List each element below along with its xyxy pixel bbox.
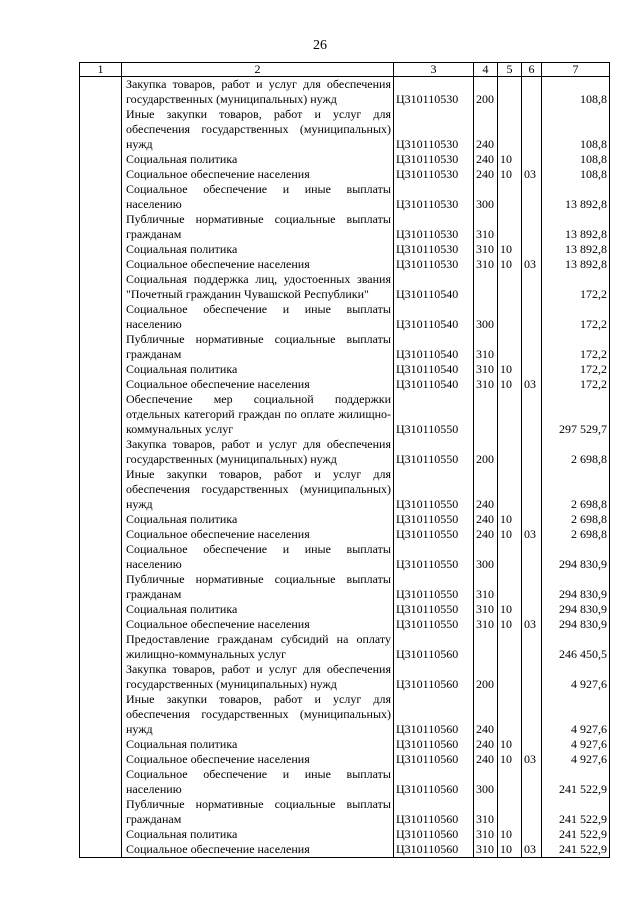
cell-code: Ц310110550 [394, 602, 474, 617]
cell-vr: 310 [474, 797, 498, 827]
cell-name: Социальная политика [122, 362, 394, 377]
table-row [80, 392, 610, 437]
cell-sum: 172,2 [542, 302, 610, 332]
cell-code: Ц310110530 [394, 242, 474, 257]
cell-rz: 10 [498, 827, 522, 842]
cell-vr: 310 [474, 602, 498, 617]
cell-vr: 240 [474, 467, 498, 512]
cell-sum: 13 892,8 [542, 182, 610, 212]
cell-pr [522, 152, 542, 167]
cell-name: Социальное обеспечение и иные выплаты населению [122, 302, 394, 332]
cell-vr: 310 [474, 257, 498, 272]
cell-sum: 4 927,6 [542, 737, 610, 752]
cell-rz: 10 [498, 257, 522, 272]
cell-rz: 10 [498, 752, 522, 767]
cell-name: Публичные нормативные социальные выплаты гражданам [122, 797, 394, 827]
cell-pr: 03 [522, 842, 542, 858]
cell-name: Закупка товаров, работ и услуг для обеспечения государственных (муниципальных) нужд [122, 77, 394, 108]
cell-pr: 03 [522, 377, 542, 392]
cell-vr: 240 [474, 167, 498, 182]
cell-name: Социальная политика [122, 242, 394, 257]
cell-num [80, 167, 122, 182]
cell-pr [522, 182, 542, 212]
cell-rz: 10 [498, 167, 522, 182]
cell-sum: 172,2 [542, 272, 610, 302]
cell-num [80, 767, 122, 797]
cell-sum: 241 522,9 [542, 797, 610, 827]
table-row [80, 572, 610, 602]
table-row [80, 272, 610, 302]
header-cell-7: 7 [542, 63, 610, 77]
table-row [80, 332, 610, 362]
cell-vr: 300 [474, 302, 498, 332]
cell-name: Социальное обеспечение населения [122, 842, 394, 858]
cell-rz [498, 662, 522, 692]
cell-num [80, 542, 122, 572]
cell-pr [522, 77, 542, 108]
cell-num [80, 257, 122, 272]
cell-num [80, 842, 122, 858]
cell-vr: 240 [474, 512, 498, 527]
cell-vr: 310 [474, 842, 498, 858]
cell-rz [498, 77, 522, 108]
cell-pr [522, 632, 542, 662]
cell-rz: 10 [498, 602, 522, 617]
cell-num [80, 107, 122, 152]
cell-vr: 200 [474, 662, 498, 692]
cell-sum: 2 698,8 [542, 512, 610, 527]
cell-rz [498, 182, 522, 212]
table-row [80, 512, 610, 527]
cell-num [80, 212, 122, 242]
cell-vr: 310 [474, 212, 498, 242]
cell-sum: 13 892,8 [542, 242, 610, 257]
table-row [80, 842, 610, 858]
cell-pr [522, 542, 542, 572]
cell-name: Социальное обеспечение и иные выплаты населению [122, 767, 394, 797]
cell-code: Ц310110560 [394, 632, 474, 662]
table-row [80, 167, 610, 182]
table-row [80, 542, 610, 572]
cell-name: Социальная поддержка лиц, удостоенных звания "Почетный гражданин Чувашской Республики" [122, 272, 394, 302]
cell-name: Социальное обеспечение населения [122, 617, 394, 632]
cell-num [80, 152, 122, 167]
cell-code: Ц310110540 [394, 332, 474, 362]
cell-num [80, 617, 122, 632]
cell-sum: 108,8 [542, 167, 610, 182]
cell-rz: 10 [498, 377, 522, 392]
cell-pr: 03 [522, 167, 542, 182]
table-row [80, 77, 610, 108]
cell-code: Ц310110530 [394, 212, 474, 242]
cell-code: Ц310110540 [394, 362, 474, 377]
cell-sum: 172,2 [542, 362, 610, 377]
table-row [80, 257, 610, 272]
cell-sum: 241 522,9 [542, 767, 610, 797]
cell-name: Социальное обеспечение населения [122, 377, 394, 392]
cell-pr [522, 302, 542, 332]
table-row [80, 692, 610, 737]
page-number: 26 [313, 38, 327, 53]
table-row [80, 827, 610, 842]
cell-pr [522, 662, 542, 692]
cell-name: Социальное обеспечение населения [122, 752, 394, 767]
cell-sum: 108,8 [542, 107, 610, 152]
cell-sum: 4 927,6 [542, 662, 610, 692]
table-header [80, 63, 610, 77]
table-row [80, 617, 610, 632]
cell-pr [522, 602, 542, 617]
cell-code: Ц310110560 [394, 827, 474, 842]
header-cell-3: 3 [394, 63, 474, 77]
cell-num [80, 662, 122, 692]
cell-sum: 108,8 [542, 77, 610, 108]
cell-num [80, 272, 122, 302]
cell-vr: 300 [474, 542, 498, 572]
cell-sum: 172,2 [542, 377, 610, 392]
cell-name: Иные закупки товаров, работ и услуг для обеспечения государственных (муниципальных) нужд [122, 107, 394, 152]
cell-code: Ц310110540 [394, 377, 474, 392]
table-row [80, 767, 610, 797]
cell-num [80, 572, 122, 602]
table-row [80, 302, 610, 332]
cell-rz: 10 [498, 527, 522, 542]
cell-sum: 2 698,8 [542, 527, 610, 542]
cell-sum: 294 830,9 [542, 572, 610, 602]
cell-name: Обеспечение мер социальной поддержки отдельных категорий граждан по оплате жилищно-коммунальных услуг [122, 392, 394, 437]
cell-num [80, 602, 122, 617]
cell-vr: 240 [474, 752, 498, 767]
cell-code: Ц310110530 [394, 77, 474, 108]
cell-sum: 4 927,6 [542, 692, 610, 737]
cell-code: Ц310110560 [394, 767, 474, 797]
cell-pr [522, 212, 542, 242]
cell-pr [522, 737, 542, 752]
cell-vr: 240 [474, 152, 498, 167]
cell-rz [498, 692, 522, 737]
cell-num [80, 467, 122, 512]
cell-code: Ц310110530 [394, 257, 474, 272]
table-row [80, 152, 610, 167]
table-row [80, 797, 610, 827]
cell-vr [474, 392, 498, 437]
cell-vr: 310 [474, 827, 498, 842]
header-cell-5: 5 [498, 63, 522, 77]
cell-vr: 240 [474, 692, 498, 737]
cell-num [80, 377, 122, 392]
cell-pr: 03 [522, 527, 542, 542]
cell-code: Ц310110550 [394, 542, 474, 572]
cell-name: Социальное обеспечение населения [122, 257, 394, 272]
cell-num [80, 692, 122, 737]
cell-rz [498, 212, 522, 242]
cell-pr: 03 [522, 752, 542, 767]
cell-vr: 300 [474, 182, 498, 212]
cell-num [80, 752, 122, 767]
cell-pr [522, 242, 542, 257]
cell-sum: 246 450,5 [542, 632, 610, 662]
cell-pr [522, 392, 542, 437]
cell-rz [498, 437, 522, 467]
cell-code: Ц310110560 [394, 692, 474, 737]
table-row [80, 182, 610, 212]
cell-name: Закупка товаров, работ и услуг для обеспечения государственных (муниципальных) нужд [122, 437, 394, 467]
cell-name: Публичные нормативные социальные выплаты гражданам [122, 572, 394, 602]
cell-code: Ц310110550 [394, 572, 474, 602]
cell-rz: 10 [498, 512, 522, 527]
table-row [80, 632, 610, 662]
cell-pr: 03 [522, 617, 542, 632]
cell-name: Предоставление гражданам субсидий на оплату жилищно-коммунальных услуг [122, 632, 394, 662]
cell-num [80, 242, 122, 257]
cell-pr [522, 512, 542, 527]
header-cell-1: 1 [80, 63, 122, 77]
cell-pr [522, 437, 542, 467]
cell-code: Ц310110540 [394, 272, 474, 302]
cell-pr [522, 272, 542, 302]
cell-name: Социальное обеспечение населения [122, 167, 394, 182]
table-row [80, 467, 610, 512]
cell-name: Социальное обеспечение и иные выплаты населению [122, 542, 394, 572]
cell-code: Ц310110550 [394, 512, 474, 527]
cell-pr [522, 572, 542, 602]
cell-rz [498, 797, 522, 827]
cell-num [80, 77, 122, 108]
cell-sum: 172,2 [542, 332, 610, 362]
cell-rz [498, 572, 522, 602]
cell-name: Социальная политика [122, 827, 394, 842]
cell-pr [522, 467, 542, 512]
cell-code: Ц310110560 [394, 737, 474, 752]
cell-rz [498, 542, 522, 572]
table-row [80, 107, 610, 152]
table-row [80, 737, 610, 752]
cell-rz: 10 [498, 152, 522, 167]
cell-sum: 2 698,8 [542, 437, 610, 467]
cell-sum: 241 522,9 [542, 827, 610, 842]
cell-rz [498, 632, 522, 662]
cell-num [80, 182, 122, 212]
cell-code: Ц310110560 [394, 752, 474, 767]
cell-num [80, 362, 122, 377]
cell-name: Социальная политика [122, 512, 394, 527]
cell-pr [522, 692, 542, 737]
cell-pr [522, 797, 542, 827]
cell-sum: 241 522,9 [542, 842, 610, 858]
table-row [80, 662, 610, 692]
cell-code: Ц310110540 [394, 302, 474, 332]
cell-name: Публичные нормативные социальные выплаты гражданам [122, 332, 394, 362]
cell-rz [498, 332, 522, 362]
cell-code: Ц310110530 [394, 107, 474, 152]
table-row [80, 602, 610, 617]
cell-sum: 294 830,9 [542, 542, 610, 572]
cell-vr: 310 [474, 377, 498, 392]
cell-name: Иные закупки товаров, работ и услуг для обеспечения государственных (муниципальных) нужд [122, 692, 394, 737]
cell-rz [498, 467, 522, 512]
cell-sum: 4 927,6 [542, 752, 610, 767]
cell-num [80, 632, 122, 662]
cell-pr [522, 362, 542, 377]
cell-name: Иные закупки товаров, работ и услуг для обеспечения государственных (муниципальных) нужд [122, 467, 394, 512]
cell-vr: 310 [474, 362, 498, 377]
cell-rz: 10 [498, 617, 522, 632]
cell-rz: 10 [498, 842, 522, 858]
cell-rz: 10 [498, 737, 522, 752]
cell-vr [474, 632, 498, 662]
cell-rz [498, 302, 522, 332]
table-body [80, 77, 610, 858]
table-row [80, 752, 610, 767]
cell-code: Ц310110550 [394, 437, 474, 467]
cell-pr [522, 332, 542, 362]
cell-num [80, 392, 122, 437]
cell-num [80, 527, 122, 542]
cell-code: Ц310110550 [394, 392, 474, 437]
cell-code: Ц310110560 [394, 797, 474, 827]
cell-vr: 310 [474, 242, 498, 257]
cell-name: Социальная политика [122, 737, 394, 752]
table-row [80, 437, 610, 467]
cell-vr: 310 [474, 572, 498, 602]
cell-code: Ц310110550 [394, 617, 474, 632]
cell-sum: 13 892,8 [542, 212, 610, 242]
cell-vr: 200 [474, 437, 498, 467]
header-cell-2: 2 [122, 63, 394, 77]
header-cell-4: 4 [474, 63, 498, 77]
cell-num [80, 512, 122, 527]
table-row [80, 377, 610, 392]
cell-vr [474, 272, 498, 302]
cell-name: Социальное обеспечение и иные выплаты населению [122, 182, 394, 212]
cell-num [80, 797, 122, 827]
cell-vr: 240 [474, 107, 498, 152]
budget-table [79, 62, 610, 858]
cell-name: Публичные нормативные социальные выплаты гражданам [122, 212, 394, 242]
cell-sum: 2 698,8 [542, 467, 610, 512]
cell-rz [498, 107, 522, 152]
cell-sum: 294 830,9 [542, 617, 610, 632]
cell-code: Ц310110550 [394, 467, 474, 512]
cell-code: Ц310110550 [394, 527, 474, 542]
cell-rz: 10 [498, 362, 522, 377]
cell-code: Ц310110530 [394, 167, 474, 182]
cell-code: Ц310110560 [394, 842, 474, 858]
cell-pr [522, 827, 542, 842]
cell-name: Социальное обеспечение населения [122, 527, 394, 542]
cell-vr: 240 [474, 527, 498, 542]
cell-code: Ц310110530 [394, 152, 474, 167]
table-row [80, 362, 610, 377]
cell-vr: 240 [474, 737, 498, 752]
header-cell-6: 6 [522, 63, 542, 77]
cell-num [80, 437, 122, 467]
cell-rz [498, 392, 522, 437]
cell-name: Социальная политика [122, 602, 394, 617]
cell-sum: 294 830,9 [542, 602, 610, 617]
cell-rz: 10 [498, 242, 522, 257]
table-row [80, 212, 610, 242]
cell-pr [522, 767, 542, 797]
cell-num [80, 302, 122, 332]
cell-vr: 200 [474, 77, 498, 108]
cell-num [80, 332, 122, 362]
cell-vr: 310 [474, 332, 498, 362]
cell-vr: 300 [474, 767, 498, 797]
cell-rz [498, 767, 522, 797]
cell-pr [522, 107, 542, 152]
cell-rz [498, 272, 522, 302]
cell-name: Социальная политика [122, 152, 394, 167]
cell-code: Ц310110530 [394, 182, 474, 212]
cell-pr: 03 [522, 257, 542, 272]
header-row [80, 63, 610, 77]
cell-num [80, 737, 122, 752]
cell-sum: 13 892,8 [542, 257, 610, 272]
cell-name: Закупка товаров, работ и услуг для обеспечения государственных (муниципальных) нужд [122, 662, 394, 692]
table-row [80, 242, 610, 257]
cell-code: Ц310110560 [394, 662, 474, 692]
table-row [80, 527, 610, 542]
cell-num [80, 827, 122, 842]
cell-sum: 297 529,7 [542, 392, 610, 437]
cell-vr: 310 [474, 617, 498, 632]
cell-sum: 108,8 [542, 152, 610, 167]
